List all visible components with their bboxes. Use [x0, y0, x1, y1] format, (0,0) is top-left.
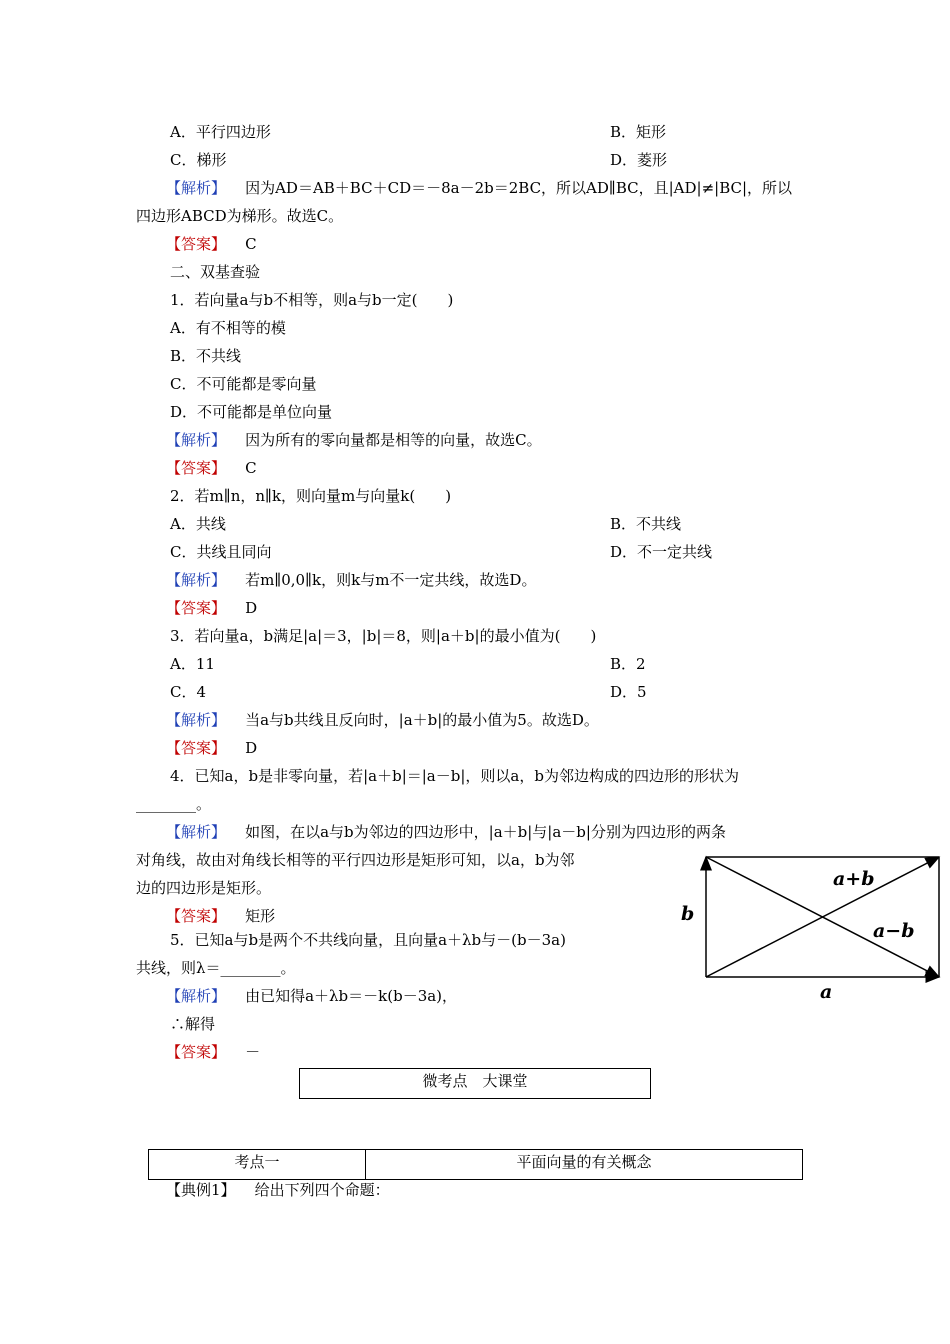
section-title: 二、双基查验 — [170, 263, 261, 281]
option-b: B．不共线 — [610, 515, 682, 533]
analysis-row — [166, 430, 542, 450]
option-b: B．矩形 — [610, 123, 667, 141]
analysis-text: 若m∥0,0∥k，则k与m不一定共线，故选D。 — [245, 571, 537, 589]
option-a: A．有不相等的模 — [170, 319, 286, 337]
analysis-row — [166, 178, 792, 198]
example-text: 给出下列四个命题： — [254, 1181, 390, 1199]
option-c: C．共线且同向 — [170, 543, 272, 561]
analysis-tag: 【解析】 — [166, 987, 227, 1005]
question-stem-cont: 共线，则λ＝________。 — [136, 959, 296, 977]
kaodian-title: 平面向量的有关概念 — [516, 1153, 652, 1171]
analysis-text: 如图，在以a与b为邻边的四边形中，|a＋b|与|a－b|分别为四边形的两条 — [245, 823, 726, 841]
option-d: D．菱形 — [610, 151, 668, 169]
label-a: a — [820, 981, 833, 1003]
label-a-minus-b: a−b — [873, 920, 915, 942]
label-b: b — [681, 903, 695, 925]
answer-text: C — [245, 459, 257, 477]
answer-row — [166, 738, 257, 758]
question-blank: ________。 — [136, 795, 212, 813]
answer-text: 矩形 — [245, 907, 276, 925]
answer-tag: 【答案】 — [166, 459, 227, 477]
kaodian-table — [148, 1149, 803, 1180]
label-a-plus-b: a+b — [833, 868, 875, 890]
option-c: C．不可能都是零向量 — [170, 375, 317, 393]
analysis-row — [166, 986, 457, 1006]
banner-box — [299, 1068, 651, 1099]
answer-row — [166, 234, 257, 254]
option-c: C．梯形 — [170, 151, 227, 169]
example-tag: 【典例1】 — [166, 1181, 236, 1199]
option-a: A．共线 — [170, 515, 226, 533]
answer-text: － — [245, 1043, 261, 1061]
banner-title: 微考点 大课堂 — [422, 1072, 528, 1090]
option-b: B．不共线 — [170, 347, 242, 365]
answer-tag: 【答案】 — [166, 235, 227, 253]
answer-tag: 【答案】 — [166, 739, 227, 757]
analysis-row — [166, 710, 599, 730]
analysis-text: 由已知得a＋λb＝－k(b－3a)， — [245, 987, 458, 1005]
analysis-tag: 【解析】 — [166, 571, 227, 589]
option-d: D．5 — [610, 683, 647, 701]
answer-text: D — [245, 739, 258, 757]
analysis-text: 因为AD＝AB＋BC＋CD＝－8a－2b＝2BC，所以AD∥BC，且|AD|≠|BC|，所以 — [245, 179, 793, 197]
analysis-text-cont: 边的四边形是矩形。 — [136, 879, 272, 897]
question-stem: 1．若向量a与b不相等，则a与b一定( ) — [170, 291, 454, 309]
answer-tag: 【答案】 — [166, 907, 227, 925]
option-d: D．不可能都是单位向量 — [170, 403, 333, 421]
answer-row — [166, 906, 275, 926]
question-stem: 2．若m∥n，n∥k，则向量m与向量k( ) — [170, 487, 452, 505]
analysis-tag: 【解析】 — [166, 711, 227, 729]
solve-text: ∴解得 — [170, 1015, 216, 1033]
option-c: C．4 — [170, 683, 207, 701]
analysis-tag: 【解析】 — [166, 179, 227, 197]
question-stem: 4．已知a，b是非零向量，若|a＋b|＝|a－b|，则以a，b为邻边构成的四边形的形状为 — [170, 767, 739, 785]
answer-row — [166, 1042, 260, 1062]
answer-tag: 【答案】 — [166, 1043, 227, 1061]
answer-text: C — [245, 235, 257, 253]
analysis-text-cont: 四边形ABCD为梯形。故选C。 — [136, 207, 344, 225]
answer-tag: 【答案】 — [166, 599, 227, 617]
question-stem: 5．已知a与b是两个不共线向量，且向量a＋λb与－(b－3a) — [170, 931, 566, 949]
answer-row — [166, 598, 257, 618]
example-row — [166, 1180, 390, 1200]
analysis-row — [166, 822, 726, 842]
option-a: A．11 — [170, 655, 215, 673]
analysis-text: 因为所有的零向量都是相等的向量，故选C。 — [245, 431, 542, 449]
answer-text: D — [245, 599, 258, 617]
option-a: A．平行四边形 — [170, 123, 271, 141]
rectangle-diagram — [675, 845, 950, 1005]
analysis-tag: 【解析】 — [166, 823, 227, 841]
analysis-text: 当a与b共线且反向时，|a＋b|的最小值为5。故选D。 — [245, 711, 599, 729]
analysis-text-cont: 对角线，故由对角线长相等的平行四边形是矩形可知，以a，b为邻 — [136, 851, 575, 869]
analysis-tag: 【解析】 — [166, 431, 227, 449]
option-b: B．2 — [610, 655, 646, 673]
kaodian-label: 考点一 — [234, 1153, 280, 1171]
answer-row — [166, 458, 257, 478]
option-d: D．不一定共线 — [610, 543, 713, 561]
analysis-row — [166, 570, 536, 590]
question-stem: 3．若向量a，b满足|a|＝3，|b|＝8，则|a＋b|的最小值为( ) — [170, 627, 597, 645]
